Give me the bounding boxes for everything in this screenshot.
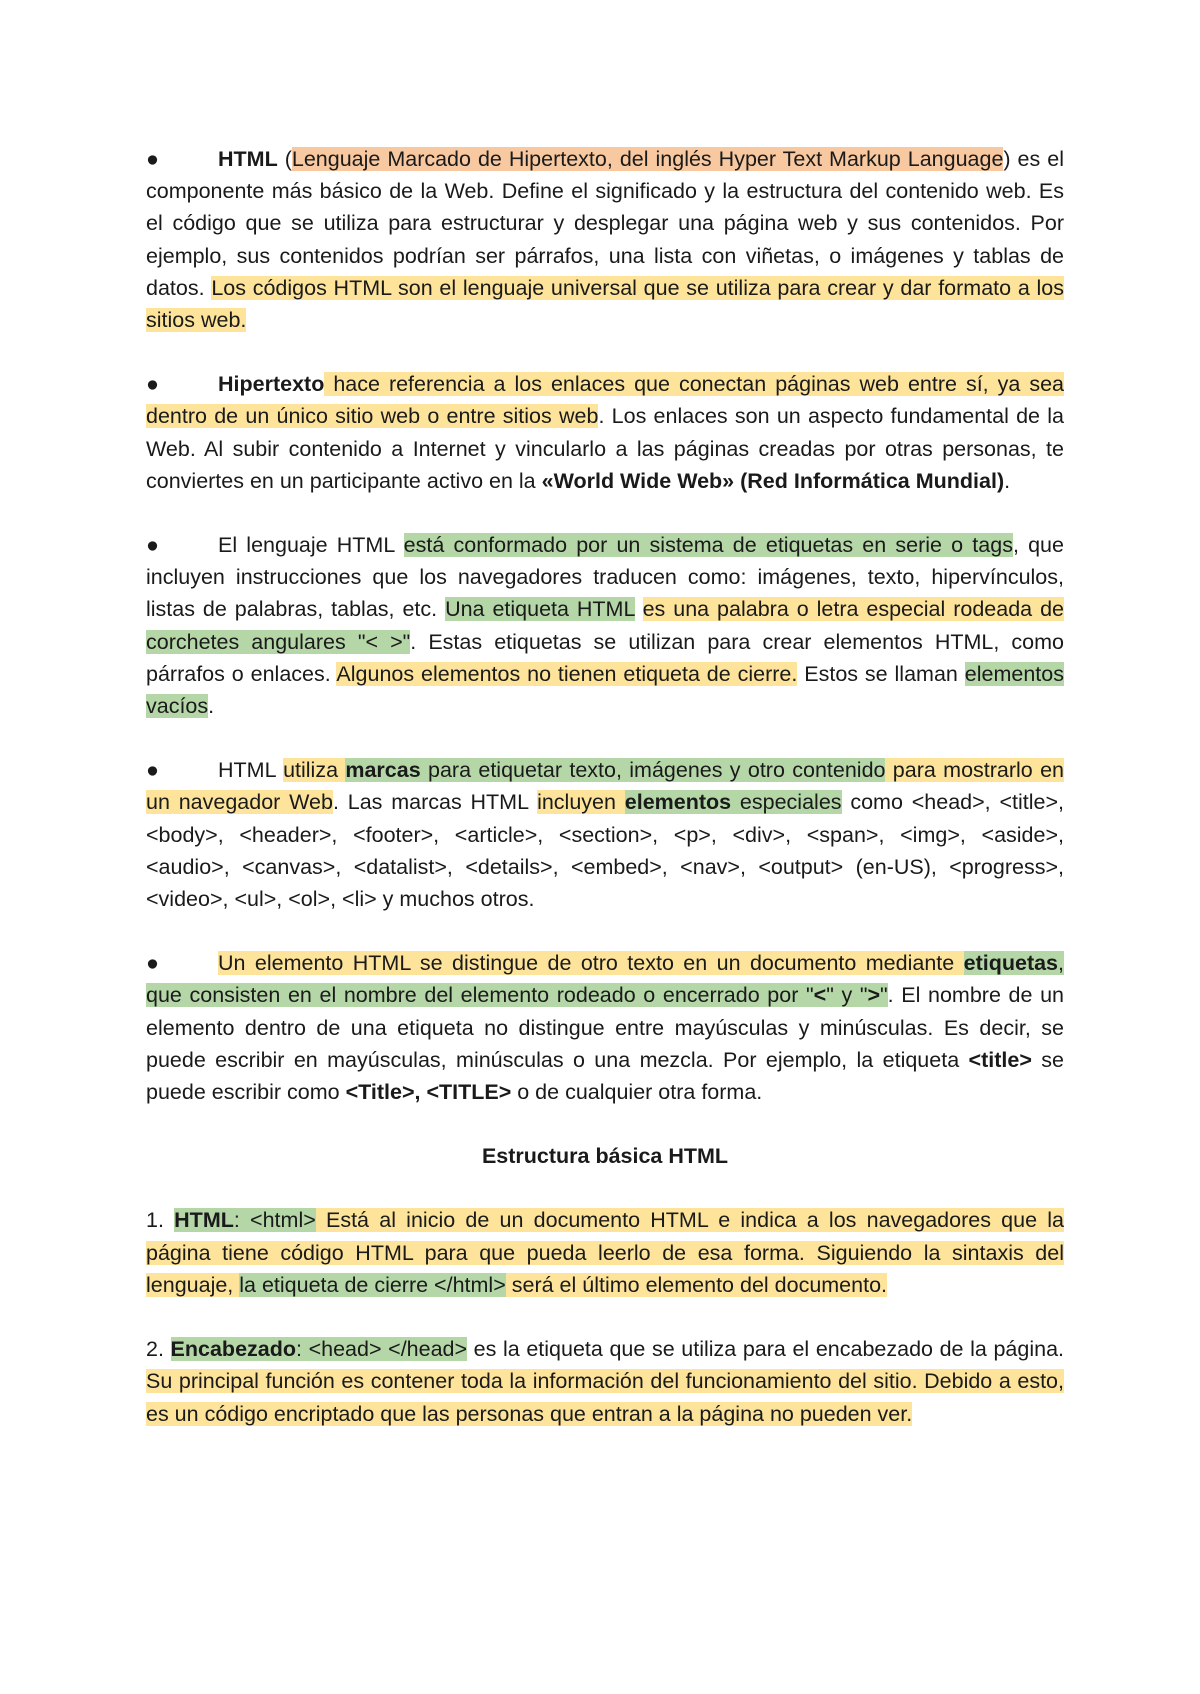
- highlight-green: ": [880, 983, 888, 1008]
- highlight-green: " y ": [826, 983, 868, 1008]
- highlight-green: la etiqueta de cierre </html>: [239, 1272, 506, 1297]
- bullet-icon: ●: [146, 533, 159, 558]
- paragraph-etiquetas: ● El lenguaje HTML está conformado por un sistema de etiquetas en serie o tags, que incluyen instrucciones que los navegadores traducen como: imágenes, texto, hipervínculos, listas de palabras, tablas, etc. Una etiqueta HTML es una palabra o letra especial rodeada de corchetes angulares "< >". Estas etiquetas se utilizan para crear elementos HTML, como párrafos o enlaces. Algunos elementos no tienen etiqueta de cierre. Estos se llaman elementos vacíos.: [146, 529, 1064, 722]
- paragraph-html: ● HTML (Lenguaje Marcado de Hipertexto, del inglés Hyper Text Markup Language) es el componente más básico de la Web. Define el significado y la estructura del contenido web. Es el código que se utiliza para estructurar y desplegar una página web y sus contenidos. Por ejemplo, sus contenidos podrían ser párrafos, una lista con viñetas, o imágenes y tablas de datos. Los códigos HTML son el lenguaje universal que se utiliza para crear y dar formato a los sitios web.: [146, 143, 1064, 336]
- highlight-yellow: será el último elemento del documento.: [505, 1272, 888, 1297]
- highlight-green: <: [813, 983, 827, 1008]
- highlight-orange: Lenguaje Marcado de Hipertexto, del inglés Hyper Text Markup Language: [291, 147, 1004, 171]
- highlight-green: >: [867, 983, 881, 1008]
- highlight-green: corchetes angulares "< >": [146, 629, 411, 654]
- highlight-green: marcas: [345, 758, 421, 783]
- highlight-yellow: Algunos elementos no tienen etiqueta de cierre.: [336, 661, 798, 686]
- highlight-yellow: incluyen: [537, 790, 625, 815]
- highlight-yellow: Un elemento HTML se distingue de otro texto en un documento mediante: [218, 951, 964, 976]
- highlight-green: Encabezado: [170, 1337, 296, 1362]
- highlight-green: HTML: [174, 1208, 234, 1233]
- paragraph-elemento: ● Un elemento HTML se distingue de otro texto en un documento mediante etiquetas, que consisten en el nombre del elemento rodeado o encerrado por "<" y ">". El nombre de un elemento dentro de una etiqueta no distingue entre mayúsculas y minúsculas. Es decir, se puede escribir en mayúsculas, minúsculas o una mezcla. Por ejemplo, la etiqueta <title> se puede escribir como <Title>, <TITLE> o de cualquier otra forma.: [146, 947, 1064, 1108]
- paragraph-hipertexto: ● Hipertexto hace referencia a los enlaces que conectan páginas web entre sí, ya sea dentro de un único sitio web o entre sitios web. Los enlaces son un aspecto fundamental de la Web. Al subir contenido a Internet y vincularlo a las páginas creadas por otras personas, te conviertes en un participante activo en la «World Wide Web» (Red Informática Mundial).: [146, 368, 1064, 497]
- bullet-icon: ●: [146, 147, 159, 171]
- highlight-green: está conformado por un sistema de etiquetas en serie o tags: [403, 533, 1013, 558]
- highlight-yellow: Está al inicio de un documento HTML e indica a los navegadores que la página tiene código HTML para que pueda leerlo de esa forma. Siguiendo la sintaxis del lenguaje,: [146, 1208, 1064, 1297]
- highlight-green: : <html>: [233, 1208, 316, 1233]
- highlight-green: , que consisten en el nombre del elemento rodeado o encerrado por ": [146, 951, 1064, 1008]
- highlight-green: especiales: [731, 790, 842, 815]
- highlight-yellow: Su principal función es contener toda la información del funcionamiento del sitio. Debido a esto, es un código encriptado que las personas que entran a la página no pueden ver.: [146, 1369, 1064, 1426]
- highlight-yellow: Los códigos HTML son el lenguaje universal que se utiliza para crear y dar formato a los sitios web.: [146, 275, 1065, 333]
- section-heading: Estructura básica HTML: [481, 1144, 729, 1169]
- highlight-green: etiquetas: [963, 951, 1059, 976]
- highlight-green: Una etiqueta HTML: [445, 597, 635, 622]
- highlight-green: elementos vacíos: [146, 661, 1064, 719]
- paragraph-marcas: ● HTML utiliza marcas para etiquetar texto, imágenes y otro contenido para mostrarlo en un navegador Web. Las marcas HTML incluyen elementos especiales como <head>, <title>, <body>, <header>, <footer>, <article>, <section>, <p>, <div>, <span>, <img>, <aside>, <audio>, <canvas>, <datalist>, <details>, <embed>, <nav>, <output> (en-US), <progress>, <video>, <ul>, <ol>, <li> y muchos otros.: [146, 754, 1064, 915]
- highlight-yellow: para mostrarlo en un navegador Web: [146, 758, 1064, 815]
- highlight-yellow: es una palabra o letra especial rodeada de: [642, 597, 1064, 622]
- bullet-icon: ●: [146, 758, 159, 783]
- list-item-html: 1. HTML: <html> Está al inicio de un documento HTML e indica a los navegadores que la página tiene código HTML para que pueda leerlo de esa forma. Siguiendo la sintaxis del lenguaje, la etiqueta de cierre </html> será el último elemento del documento.: [146, 1208, 1064, 1297]
- highlight-yellow: utiliza: [283, 758, 346, 783]
- bullet-icon: ●: [146, 951, 159, 976]
- highlight-green: elementos: [624, 790, 732, 815]
- highlight-green: : <head> </head>: [296, 1337, 468, 1362]
- highlight-yellow: hace referencia a los enlaces que conectan páginas web entre sí, ya sea dentro de un único sitio web o entre sitios web: [146, 372, 1064, 429]
- list-item-encabezado: 2. Encabezado: <head> </head> es la etiqueta que se utiliza para el encabezado de la página. Su principal función es contener toda la información del funcionamiento del sitio. Debido a esto, es un código encriptado que las personas que entran a la página no pueden ver.: [146, 1337, 1064, 1426]
- highlight-green: para etiquetar texto, imágenes y otro contenido: [420, 758, 886, 783]
- bullet-icon: ●: [146, 372, 159, 397]
